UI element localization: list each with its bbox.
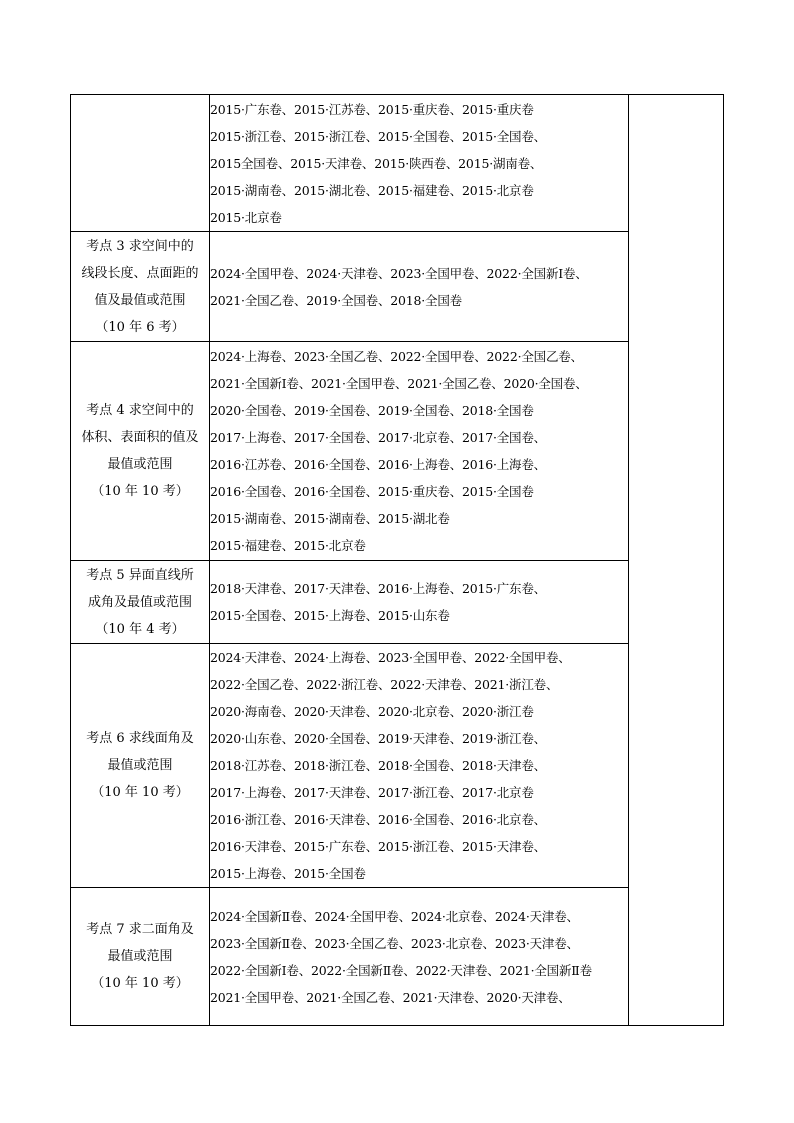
topic-line: 考点 3 求空间中的	[86, 238, 194, 254]
paper-line: 2023·全国新Ⅱ卷、2023·全国乙卷、2023·北京卷、2023·天津卷、	[210, 935, 579, 951]
papers-cell	[210, 342, 629, 561]
paper-line: 2018·江苏卷、2018·浙江卷、2018·全国卷、2018·天津卷、	[210, 758, 546, 773]
paper-line: 2015·湖南卷、2015·湖南卷、2015·湖北卷	[210, 511, 450, 526]
topic-line: 考点 7 求二面角及	[86, 922, 194, 937]
table-row	[71, 888, 724, 1026]
topic-line: （10 年 10 考）	[91, 785, 189, 800]
paper-line: 2021·全国甲卷、2021·全国乙卷、2021·天津卷、2020·天津卷、	[210, 989, 571, 1005]
topic-cell	[71, 888, 210, 1026]
paper-line: 2024·上海卷、2023·全国乙卷、2022·全国甲卷、2022·全国乙卷、	[210, 349, 583, 364]
topic-line: 体积、表面积的值及	[81, 430, 199, 445]
topic-line: 考点 5 异面直线所	[86, 567, 194, 583]
paper-line: 2016·浙江卷、2016·天津卷、2016·全国卷、2016·北京卷、	[210, 812, 546, 827]
topic-cell	[71, 232, 210, 342]
papers-cell	[210, 232, 629, 342]
topic-line: （10 年 6 考）	[95, 319, 185, 335]
paper-line: 2015·北京卷	[210, 209, 282, 225]
paper-line: 2022·全国新Ⅰ卷、2022·全国新Ⅱ卷、2022·天津卷、2021·全国新Ⅱ卷	[210, 962, 592, 978]
table-row	[71, 95, 724, 232]
table-row	[71, 232, 724, 342]
paper-line: 2020·山东卷、2020·全国卷、2019·天津卷、2019·浙江卷、	[210, 731, 546, 746]
paper-line: 2016·天津卷、2015·广东卷、2015·浙江卷、2015·天津卷、	[210, 839, 546, 854]
paper-line: 2020·全国卷、2019·全国卷、2019·全国卷、2018·全国卷	[210, 403, 534, 418]
paper-line: 2015·浙江卷、2015·浙江卷、2015·全国卷、2015·全国卷、	[210, 128, 546, 144]
paper-line: 2015全国卷、2015·天津卷、2015·陕西卷、2015·湖南卷、	[210, 155, 543, 171]
paper-line: 2015·湖南卷、2015·湖北卷、2015·福建卷、2015·北京卷	[210, 182, 534, 198]
table-row	[71, 342, 724, 561]
topic-cell	[71, 95, 210, 232]
topic-line: 最值或范围	[107, 457, 173, 472]
papers-cell	[210, 561, 629, 644]
paper-line: 2021·全国乙卷、2019·全国卷、2018·全国卷	[210, 292, 462, 308]
topic-line: （10 年 10 考）	[91, 484, 189, 499]
topic-line: 考点 4 求空间中的	[86, 403, 194, 418]
paper-line: 2018·天津卷、2017·天津卷、2016·上海卷、2015·广东卷、	[210, 581, 546, 596]
papers-cell	[210, 888, 629, 1026]
topic-line: 线段长度、点面距的	[81, 265, 199, 281]
paper-line: 2024·全国新Ⅱ卷、2024·全国甲卷、2024·北京卷、2024·天津卷、	[210, 908, 579, 924]
table-row	[71, 561, 724, 644]
paper-line: 2020·海南卷、2020·天津卷、2020·北京卷、2020·浙江卷	[210, 704, 534, 719]
topic-line: 最值或范围	[107, 949, 173, 964]
papers-cell	[210, 644, 629, 888]
table-row	[71, 644, 724, 888]
paper-line: 2016·全国卷、2016·全国卷、2015·重庆卷、2015·全国卷	[210, 484, 534, 499]
topic-line: 成角及最值或范围	[87, 594, 192, 610]
paper-line: 2015·全国卷、2015·上海卷、2015·山东卷	[210, 608, 450, 623]
topic-line: （10 年 4 考）	[95, 621, 185, 637]
paper-line: 2024·天津卷、2024·上海卷、2023·全国甲卷、2022·全国甲卷、	[210, 650, 571, 665]
paper-line: 2015·广东卷、2015·江苏卷、2015·重庆卷、2015·重庆卷	[210, 101, 534, 117]
topic-line: 值及最值或范围	[94, 292, 186, 308]
paper-line: 2016·江苏卷、2016·全国卷、2016·上海卷、2016·上海卷、	[210, 457, 546, 472]
paper-line: 2015·福建卷、2015·北京卷	[210, 538, 366, 553]
paper-line: 2022·全国乙卷、2022·浙江卷、2022·天津卷、2021·浙江卷、	[210, 677, 559, 692]
paper-line: 2024·全国甲卷、2024·天津卷、2023·全国甲卷、2022·全国新Ⅰ卷、	[210, 265, 588, 281]
topic-line: 考点 6 求线面角及	[86, 731, 194, 746]
topic-line: （10 年 10 考）	[91, 976, 189, 991]
notes-column	[629, 95, 724, 1026]
topic-cell	[71, 561, 210, 644]
papers-cell	[210, 95, 629, 232]
topic-line: 最值或范围	[107, 758, 173, 773]
paper-line: 2017·上海卷、2017·全国卷、2017·北京卷、2017·全国卷、	[210, 430, 546, 445]
paper-line: 2021·全国新Ⅰ卷、2021·全国甲卷、2021·全国乙卷、2020·全国卷、	[210, 376, 588, 391]
paper-line: 2017·上海卷、2017·天津卷、2017·浙江卷、2017·北京卷	[210, 785, 534, 800]
paper-line: 2015·上海卷、2015·全国卷	[210, 866, 366, 881]
topic-cell	[71, 644, 210, 888]
exam-point-table	[70, 94, 724, 1026]
topic-cell	[71, 342, 210, 561]
